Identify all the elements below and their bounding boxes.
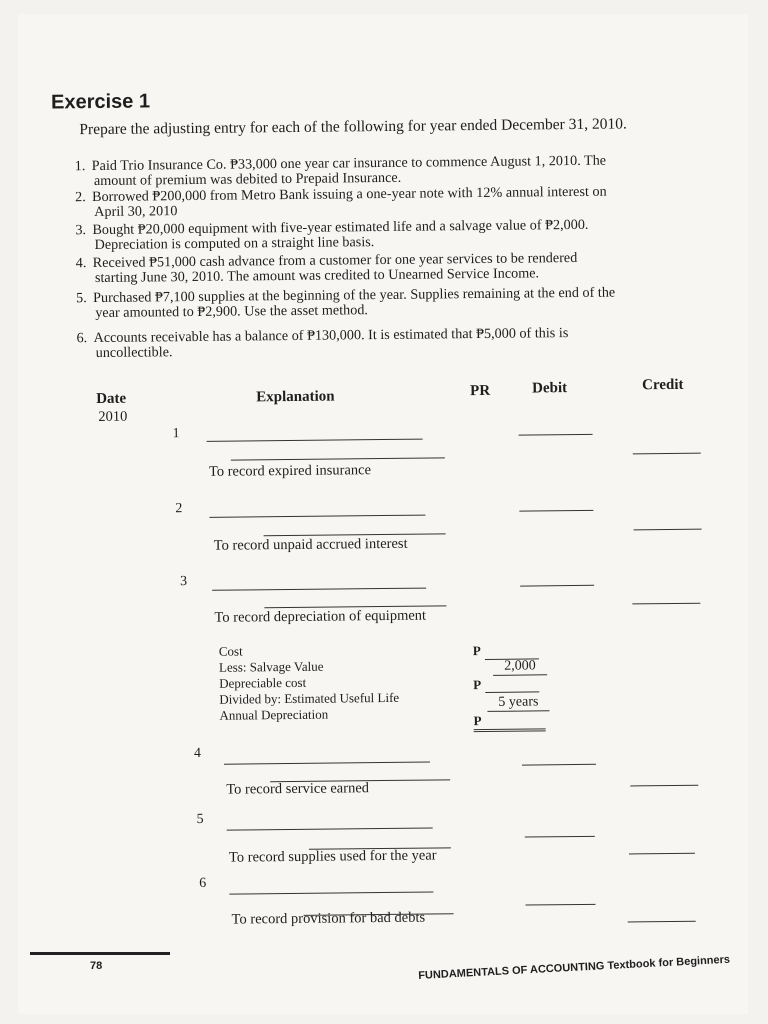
header-credit: Credit [641,376,684,394]
debit-account-line[interactable] [209,515,425,518]
calc-label-depreciable: Depreciable cost [219,674,307,691]
useful-life-value: 5 years [487,694,549,712]
debit-amount-line[interactable] [520,585,594,587]
problem-line: starting June 30, 2010. The amount was credited to Unearned Service Income. [94,265,540,287]
header-debit: Debit [532,380,568,397]
problem-6 [76,324,743,362]
problem-5 [76,284,743,322]
year-label: 2010 [98,408,128,425]
credit-amount-line[interactable] [634,529,702,531]
problem-line: Purchased ₱7,100 supplies at the beginning of the year. Supplies remaining at the end of the [93,284,616,307]
debit-account-line[interactable] [212,588,426,591]
problem-number: 3. [75,222,87,239]
exercise-title: Exercise 1 [50,90,151,114]
problem-line: Borrowed ₱200,000 from Metro Bank issuing a one-year note with 12% annual interest on [91,183,607,206]
entry-memo: To record unpaid accrued interest [213,535,408,554]
debit-account-line[interactable] [229,892,433,895]
calc-label-salvage: Less: Salvage Value [218,658,324,675]
problem-number: 4. [75,255,87,272]
debit-amount-line[interactable] [525,836,595,838]
footer-text: FUNDAMENTALS OF ACCOUNTING Textbook for Beginners [418,953,731,982]
calc-label-annual: Annual Depreciation [219,706,329,723]
problem-line: year amounted to ₱2,900. Use the asset method. [95,302,369,322]
problem-line: Bought ₱20,000 equipment with five-year estimated life and a salvage value of ₱2,000. [92,216,589,239]
debit-amount-line[interactable] [522,764,596,766]
problem-number: 2. [74,189,86,206]
depreciable-amount-line[interactable] [485,691,539,693]
problem-line: uncollectible. [95,344,173,362]
header-pr: PR [470,382,491,400]
peso-sign: P [472,643,481,659]
debit-account-line[interactable] [224,762,430,765]
entry-number: 4 [193,745,201,762]
entry-memo: To record expired insurance [208,462,372,480]
problem-number: 6. [76,330,88,347]
credit-amount-line[interactable] [633,453,701,455]
problem-3 [75,216,742,254]
debit-account-line[interactable] [227,828,433,831]
debit-account-line[interactable] [207,439,423,442]
debit-amount-line[interactable] [519,434,593,436]
entry-number: 5 [196,811,204,827]
entry-memo: To record depreciation of equipment [214,607,427,626]
credit-amount-line[interactable] [629,853,695,855]
entry-memo: To record provision for bad debts [231,909,426,928]
problem-line: Accounts receivable has a balance of ₱130,000. It is estimated that ₱5,000 of this is [93,325,569,347]
peso-sign: P [473,712,482,729]
credit-account-line[interactable] [231,457,445,460]
entry-number: 3 [180,574,188,590]
problem-number: 1. [74,158,86,175]
problem-number: 5. [76,290,87,307]
credit-amount-line[interactable] [628,921,696,923]
instruction-text: Prepare the adjusting entry for each of the following for year ended December 31, 2010. [79,115,627,139]
calc-label-cost: Cost [218,643,243,659]
credit-amount-line[interactable] [630,785,698,787]
calc-label-divided: Divided by: Estimated Useful Life [219,689,400,707]
entry-number: 6 [199,875,207,891]
debit-amount-line[interactable] [519,510,593,512]
annual-depreciation-line[interactable] [474,728,546,732]
entry-number: 1 [172,426,180,442]
salvage-value: 2,000 [493,658,547,676]
entry-number: 2 [175,501,183,517]
problem-line: Depreciation is computed on a straight line basis. [94,234,375,254]
header-explanation: Explanation [256,388,335,406]
entry-memo: To record service earned [226,780,370,798]
entry-memo: To record supplies used for the year [228,847,437,866]
debit-amount-line[interactable] [526,904,596,906]
header-date: Date [96,390,127,408]
problem-line: April 30, 2010 [94,203,178,221]
problem-2 [74,183,742,221]
problem-line: amount of premium was debited to Prepaid Insurance. [93,169,402,190]
problem-line: Received ₱51,000 cash advance from a customer for one year services to be rendered [92,249,578,272]
problem-line: Paid Trio Insurance Co. ₱33,000 one year car insurance to commence August 1, 2010. The [91,152,607,175]
credit-amount-line[interactable] [632,603,700,605]
problem-4 [75,249,743,287]
page-number: 78 [90,960,103,972]
peso-sign: P [473,676,482,693]
